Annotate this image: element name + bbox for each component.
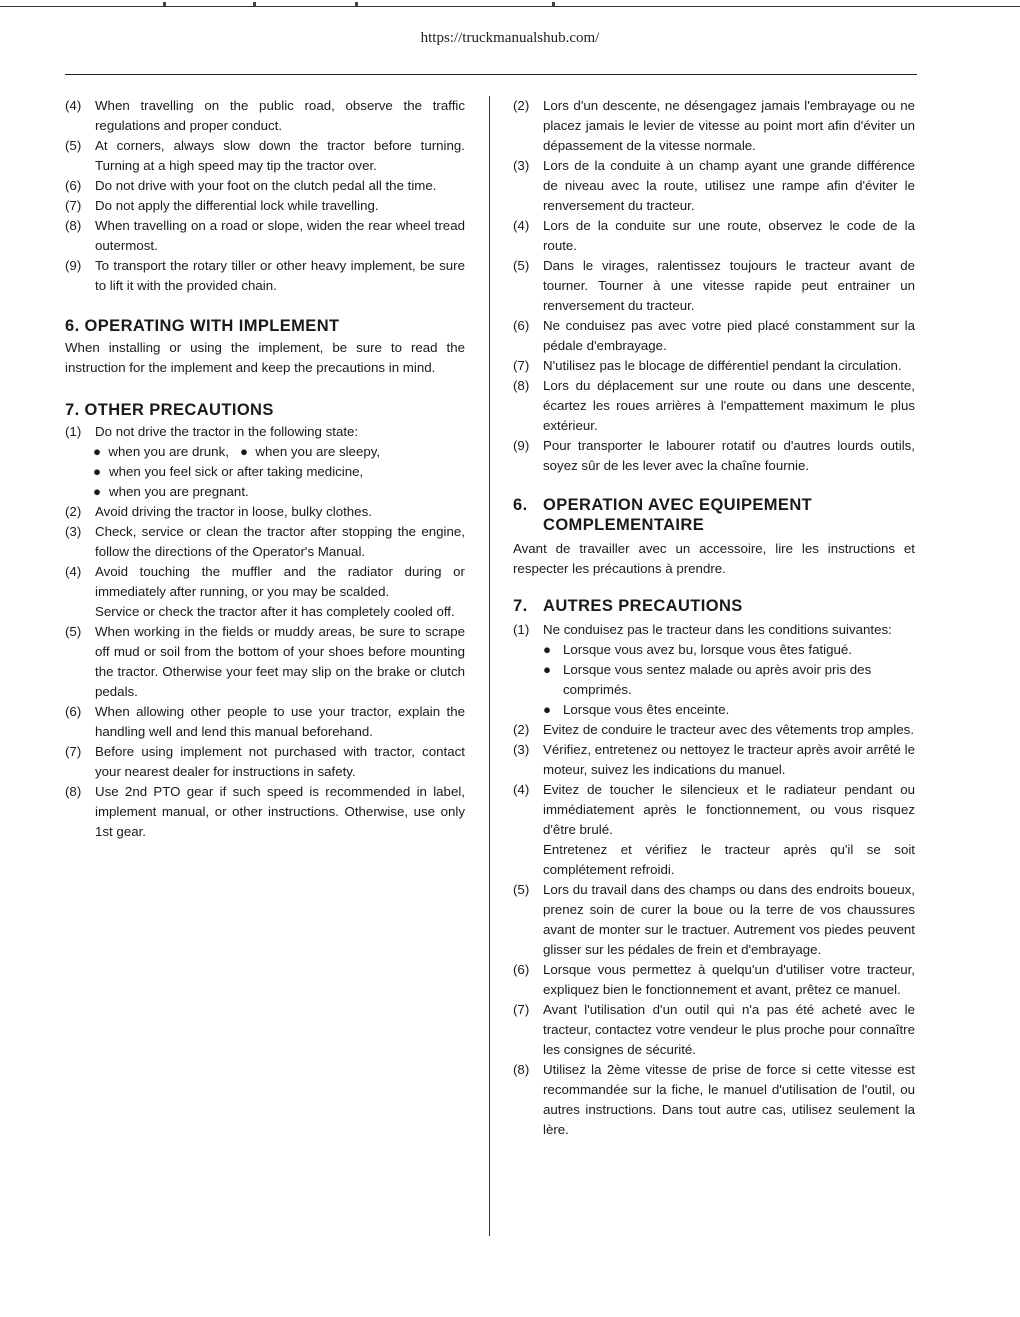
bullet-icon: ● bbox=[93, 484, 102, 499]
list-item: (7) Before using implement not purchased with tractor, contact your nearest dealer for instructions in safety. bbox=[65, 744, 465, 779]
list-item: (6) Ne conduisez pas avec votre pied placé constamment sur la pédale d'embrayage. bbox=[513, 318, 915, 353]
section-heading-operating-with-implement: 6. OPERATING WITH IMPLEMENT bbox=[65, 317, 340, 335]
list-item: ● Lorsque vous êtes enceinte. bbox=[543, 700, 915, 720]
list-item: (5) When working in the fields or muddy areas, be sure to scrape off mud or soil from the bottom of your shoes before mounting the tractor. Otherwise your feet may slip on the brake or clutch pedals. bbox=[65, 624, 465, 699]
list-item: (4) When travelling on the public road, observe the traffic regulations and proper conduct. bbox=[65, 98, 465, 133]
list-item: (8) Lors du déplacement sur une route ou dans une descente, écartez les roues arrières à l'empattement maximum le plus extérieur. bbox=[513, 378, 915, 433]
bullet-row bbox=[93, 442, 465, 462]
section-heading-operation-avec-equipement: 6. OPERATION AVEC EQUIPEMENT COMPLEMENTAIRE bbox=[513, 496, 813, 534]
list-item: (5) Dans le virages, ralentissez toujours le tracteur avant de tourner. Tourner à une vitesse rapide peut entrainer un renversement du tracteur. bbox=[513, 258, 915, 313]
list-item: (6) Do not drive with your foot on the clutch pedal all the time. bbox=[65, 178, 437, 193]
scan-tick bbox=[253, 2, 256, 6]
list-item: (7) N'utilisez pas le blocage de différentiel pendant la circulation. bbox=[513, 358, 902, 373]
list-item: (7) Avant l'utilisation d'un outil qui n'a pas été acheté avec le tracteur, contactez votre vendeur le plus proche pour connaître les consignes de sécurité. bbox=[513, 1002, 915, 1057]
top-scan-rule bbox=[0, 6, 1020, 7]
header-rule bbox=[65, 74, 917, 75]
section-heading-autres-precautions: 7. AUTRES PRECAUTIONS bbox=[513, 597, 743, 615]
french-column bbox=[513, 96, 915, 1140]
english-items-bottom bbox=[65, 502, 465, 842]
list-item: (1) Ne conduisez pas le tracteur dans les conditions suivantes: bbox=[513, 622, 892, 637]
bullet-icon: ● bbox=[93, 444, 109, 459]
list-item: ● when you are pregnant. bbox=[93, 482, 465, 502]
list-item: (1) Do not drive the tractor in the following state: bbox=[65, 424, 359, 439]
list-item: (6) Lorsque vous permettez à quelqu'un d'utiliser votre tracteur, expliquez bien le fonctionnement et avant, prêtez ce manuel. bbox=[513, 962, 915, 997]
list-item: ● when you feel sick or after taking medicine, bbox=[93, 462, 465, 482]
list-item: ● Lorsque vous sentez malade ou après avoir pris des comprimés. bbox=[543, 660, 915, 700]
list-item: (2) Lors d'un descente, ne désengagez jamais l'embrayage ou ne placez jamais le levier de vitesse au point mort afin d'éviter un dépassement de la vitesse normale. bbox=[513, 98, 915, 153]
scan-tick bbox=[355, 2, 358, 6]
list-item: (4) Avoid touching the muffler and the radiator during or immediately after running, or you may be scalded. Service or check the tractor after it has completely cooled off. bbox=[65, 564, 465, 619]
list-item: (4) Lors de la conduite sur une route, observez le code de la route. bbox=[513, 218, 915, 253]
list-item: (3) Lors de la conduite à un champ ayant une grande différence de niveau avec la route, utilisez une rampe afin d'éviter le renversement du tracteur. bbox=[513, 158, 915, 213]
list-item: (3) Check, service or clean the tractor after stopping the engine, follow the directions of the Operator's Manual. bbox=[65, 524, 465, 559]
list-item: (6) When allowing other people to use your tractor, explain the handling well and lend this manual beforehand. bbox=[65, 704, 465, 739]
list-item: (7) Do not apply the differential lock while travelling. bbox=[65, 198, 379, 213]
section-body-implement: When installing or using the implement, be sure to read the instruction for the implement and keep the precautions in mind. bbox=[65, 340, 465, 375]
bullet-icon: ● bbox=[543, 642, 552, 657]
list-item: (3) Vérifiez, entretenez ou nettoyez le tracteur après avoir arrêté le moteur, suivez les indications du manuel. bbox=[513, 742, 915, 777]
bullet-icon: ● bbox=[93, 464, 102, 479]
bullet-icon: ● bbox=[543, 662, 552, 677]
section-body-equipement: Avant de travailler avec un accessoire, lire les instructions et respecter les précautions à prendre. bbox=[513, 541, 915, 576]
list-item: (2) Evitez de conduire le tracteur avec des vêtements trop amples. bbox=[513, 722, 915, 737]
bullet-list bbox=[543, 640, 915, 720]
section-heading-other-precautions: 7. OTHER PRECAUTIONS bbox=[65, 401, 274, 419]
bullet-icon: ● bbox=[543, 702, 552, 717]
scan-tick bbox=[163, 2, 166, 6]
list-item: ● Lorsque vous avez bu, lorsque vous êtes fatigué. bbox=[543, 640, 915, 660]
french-items-bottom bbox=[513, 720, 915, 1140]
list-item: (2) Avoid driving the tractor in loose, bulky clothes. bbox=[65, 504, 372, 519]
list-item: (4) Evitez de toucher le silencieux et le radiateur pendant ou immédiatement après le fonctionnement, ou vous risquez d'être brulé. Entretenez et vérifiez le tracteur après qu'il se soit complétement refroidi. bbox=[513, 782, 915, 877]
list-item: (9) Pour transporter le labourer rotatif ou d'autres lourds outils, soyez sûr de les lever avec la chaîne fournie. bbox=[513, 438, 915, 473]
english-column bbox=[65, 96, 465, 842]
english-items-top bbox=[65, 96, 465, 296]
bullet-text: when you are drunk, bbox=[108, 444, 229, 459]
list-item: (8) Utilisez la 2ème vitesse de prise de force si cette vitesse est recommandée sur la fiche, le manuel d'utilisation de l'outil, ou autres instructions. Dans tout autre cas, utilisez seulement la lère. bbox=[513, 1062, 915, 1137]
list-item: (8) When travelling on a road or slope, widen the rear wheel tread outermost. bbox=[65, 218, 465, 253]
bullet-list bbox=[93, 462, 465, 502]
list-item: (5) Lors du travail dans des champs ou dans des endroits boueux, prenez soin de curer la boue ou la terre de vos chaussures avant de monter sur le tractuer. Autrement vos piedes peuvent glisser sur les pédales de frein et d'embrayage. bbox=[513, 882, 915, 957]
column-divider bbox=[489, 96, 490, 1236]
page-url: https://truckmanualshub.com/ bbox=[420, 30, 600, 46]
french-items-top bbox=[513, 96, 915, 476]
list-item: (8) Use 2nd PTO gear if such speed is recommended in label, implement manual, or other instructions. Otherwise, use only 1st gear. bbox=[65, 784, 465, 839]
list-item: (9) To transport the rotary tiller or other heavy implement, be sure to lift it with the provided chain. bbox=[65, 258, 465, 293]
bullet-icon: ● bbox=[228, 444, 256, 459]
bullet-text: when you are sleepy, bbox=[255, 444, 381, 459]
scan-tick bbox=[552, 2, 555, 6]
list-item: (5) At corners, always slow down the tractor before turning. Turning at a high speed may tip the tractor over. bbox=[65, 138, 465, 173]
